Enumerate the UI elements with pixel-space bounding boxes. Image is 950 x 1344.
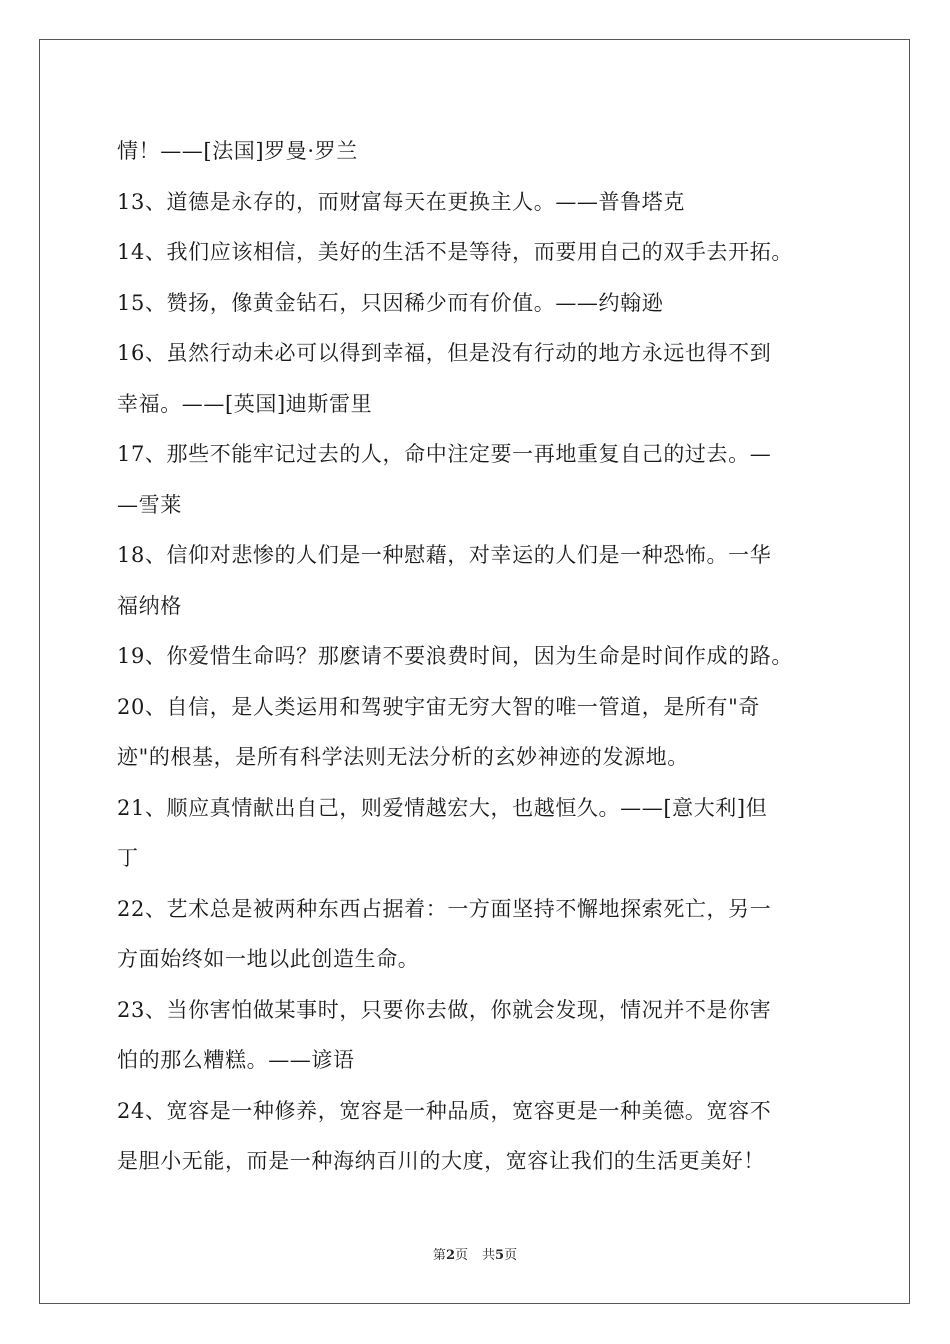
text-line: 20、自信，是人类运用和驾驶宇宙无穷大智的唯一管道，是所有"奇	[117, 694, 760, 719]
text-line: 23、当你害怕做某事时，只要你去做，你就会发现，情况并不是你害	[117, 997, 772, 1022]
page-prefix: 第	[432, 1248, 446, 1263]
text-line: 福纳格	[117, 593, 182, 618]
total-suffix: 页	[504, 1248, 518, 1263]
text-line: 19、你爱惜生命吗？那麽请不要浪费时间，因为生命是时间作成的路。	[117, 644, 793, 668]
text-line: 方面始终如一地以此创造生命。	[117, 947, 420, 971]
total-pages: 5	[495, 1248, 505, 1263]
text-line: 是胆小无能，而是一种海纳百川的大度，宽容让我们的生活更美好！	[117, 1149, 765, 1173]
document-body	[117, 126, 857, 1187]
page-suffix: 页	[454, 1248, 468, 1263]
text-line: 14、我们应该相信，美好的生活不是等待，而要用自己的双手去开拓。	[117, 240, 793, 264]
text-line: —雪莱	[117, 492, 182, 517]
text-line: 22、艺术总是被两种东西占据着：一方面坚持不懈地探索死亡，另一	[117, 896, 772, 921]
text-line: 15、赞扬，像黄金钻石，只因稀少而有价值。——约翰逊	[117, 290, 664, 315]
text-line: 情！——[法国]罗曼·罗兰	[117, 139, 358, 163]
text-line: 16、虽然行动未必可以得到幸福，但是没有行动的地方永远也得不到	[117, 341, 772, 365]
text-line: 丁	[117, 846, 139, 870]
page-number: 2	[445, 1248, 455, 1263]
text-line: 21、顺应真情献出自己，则爱情越宏大，也越恒久。——[意大利]但	[117, 795, 768, 820]
page-footer	[0, 1247, 950, 1265]
text-line: 24、宽容是一种修养，宽容是一种品质，宽容更是一种美德。宽容不	[117, 1098, 772, 1123]
text-line: 17、那些不能牢记过去的人，命中注定要一再地重复自己的过去。—	[117, 442, 772, 466]
text-line: 13、道德是永存的，而财富每天在更换主人。——普鲁塔克	[117, 189, 685, 214]
total-prefix: 共	[482, 1248, 496, 1263]
text-line: 怕的那么糟糕。——谚语	[117, 1048, 355, 1072]
text-line: 迹"的根基，是所有科学法则无法分析的玄妙神迹的发源地。	[117, 745, 689, 769]
text-line: 18、信仰对悲惨的人们是一种慰藉，对幸运的人们是一种恐怖。一华	[117, 543, 772, 567]
text-line: 幸福。——[英国]迪斯雷里	[117, 391, 373, 416]
